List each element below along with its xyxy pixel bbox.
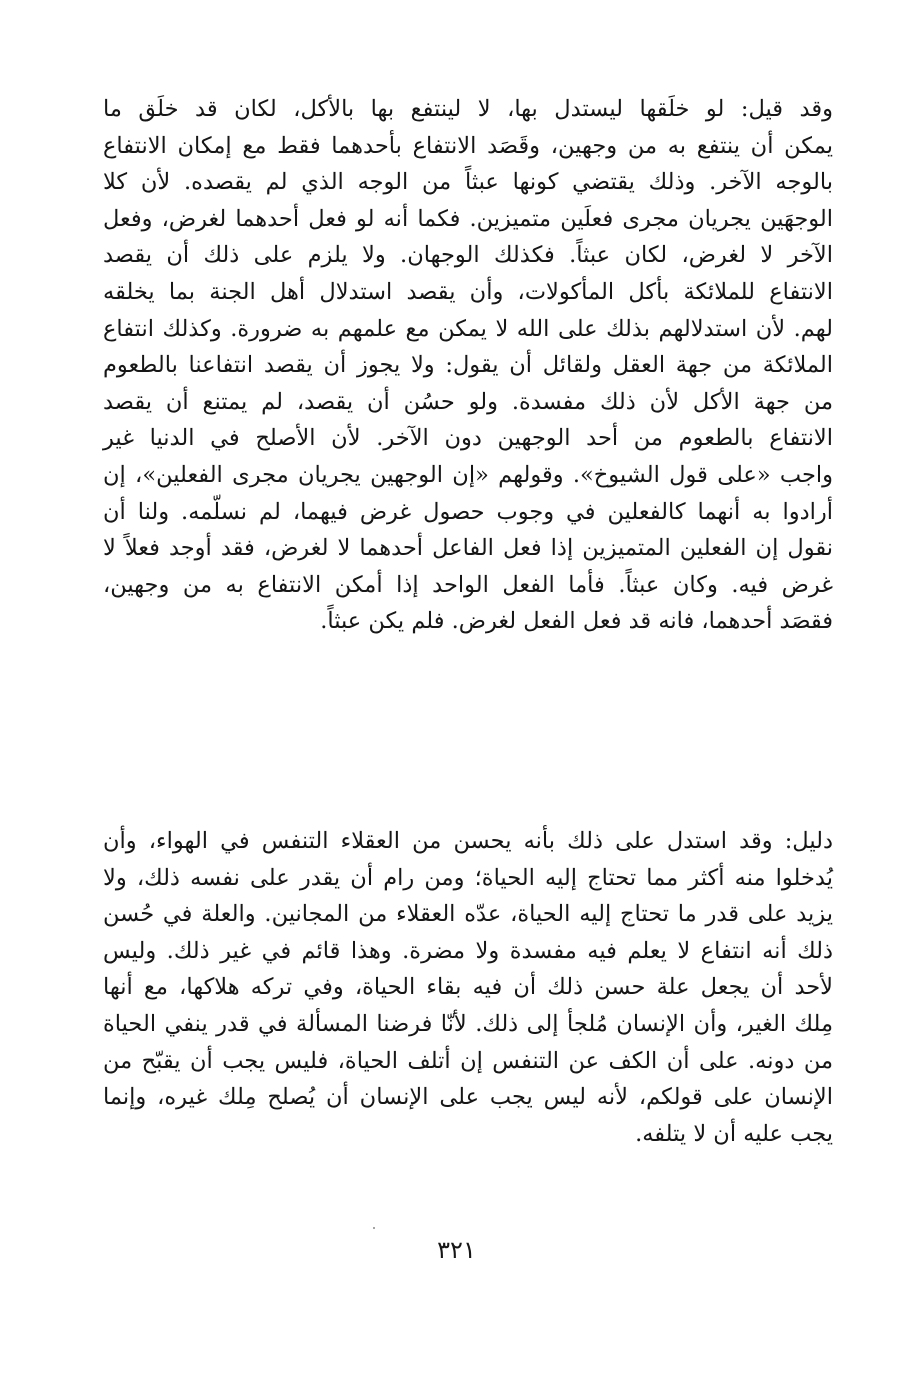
text-line: يمكن أن ينتفع به من وجهين، وقَصَد الانتفاع بأحدهما فقط مع إمكان الانتفاع — [103, 132, 833, 159]
text-line: يزيد على قدر ما تحتاج إليه الحياة، عدّه العقلاء من المجانين. والعلة في حُسن — [103, 901, 833, 928]
text-line: الانتفاع للملائكة بأكل المأكولات، وأن يقصد استدلال أهل الجنة بما يخلقه — [103, 278, 833, 305]
text-line: يُدخلوا منه أكثر مما تحتاج إليه الحياة؛ ومن رام أن يقدر على نفسه ذلك، ولا — [103, 864, 833, 891]
page-number: ٣٢١ — [437, 1236, 476, 1264]
text-line: فقصَد أحدهما، فانه قد فعل الفعل لغرض. فلم يكن عبثاً. — [320, 608, 833, 635]
text-line: لأحد أن يجعل علة حسن ذلك أن فيه بقاء الحياة، وفي تركه هلاكها، مع أنها — [103, 974, 833, 1001]
text-line: واجب «على قول الشيوخ». وقولهم «إن الوجهين يجريان مجرى الفعلين»، إن — [103, 461, 833, 488]
text-line: أرادوا به أنهما كالفعلين في وجوب حصول غرض فيهما، لم نسلّمه. ولنا أن — [103, 498, 833, 525]
text-line: نقول إن الفعلين المتميزين إذا فعل الفاعل أحدهما لا لغرض، فقد أوجد فعلاً لا — [103, 535, 833, 562]
text-line: الإنسان على قولكم، لأنه ليس يجب على الإنسان أن يُصلح مِلك غيره، وإنما — [103, 1084, 833, 1111]
text-line: دليل: وقد استدل على ذلك بأنه يحسن من العقلاء التنفس في الهواء، وأن — [103, 828, 833, 854]
text-line: لهم. لأن استدلالهم بذلك على الله لا يمكن مع علمهم به ضرورة. وكذلك انتفاع — [103, 315, 833, 342]
text-line: من دونه. على أن الكف عن التنفس إن أتلف الحياة، فليس يجب أن يقبّح من — [103, 1047, 833, 1074]
text-line: الآخر لا لغرض، لكان عبثاً. فكذلك الوجهان. ولا يلزم على ذلك أن يقصد — [103, 242, 833, 269]
text-line: الانتفاع بالطعوم من أحد الوجهين دون الآخر. لأن الأصلح في الدنيا غير — [103, 425, 833, 452]
text-line: بالوجه الآخر. وذلك يقتضي كونها عبثاً من الوجه الذي لم يقصده. لأن كلا — [103, 169, 833, 196]
text-line: الملائكة من جهة العقل ولقائل أن يقول: ولا يجوز أن يقصد انتفاعنا بالطعوم — [103, 352, 833, 379]
text-line: وقد قيل: لو خلَقها ليستدل بها، لا لينتفع بها بالأكل، لكان قد خلَق ما — [103, 96, 833, 122]
paragraph-2 — [103, 823, 833, 1152]
text-line: من جهة الأكل لأن ذلك مفسدة. ولو حسُن أن يقصد، لم يمتنع أن يقصد — [103, 388, 833, 415]
text-line: مِلك الغير، وأن الإنسان مُلجأ إلى ذلك. لأنّا فرضنا المسألة في قدر ينفي الحياة — [103, 1010, 833, 1037]
text-line: يجب عليه أن لا يتلفه. — [635, 1120, 833, 1147]
text-line: الوجهَين يجريان مجرى فعلَين متميزين. فكما أنه لو فعل أحدهما لغرض، وفعل — [103, 205, 833, 232]
text-line: ذلك أنه انتفاع لا يعلم فيه مفسدة ولا مضرة. وهذا قائم في غير ذلك. وليس — [103, 937, 833, 964]
ink-speck — [373, 1227, 375, 1229]
paragraph-1 — [103, 91, 833, 640]
text-line: غرض فيه. وكان عبثاً. فأما الفعل الواحد إذا أمكن الانتفاع به من وجهين، — [103, 571, 833, 598]
